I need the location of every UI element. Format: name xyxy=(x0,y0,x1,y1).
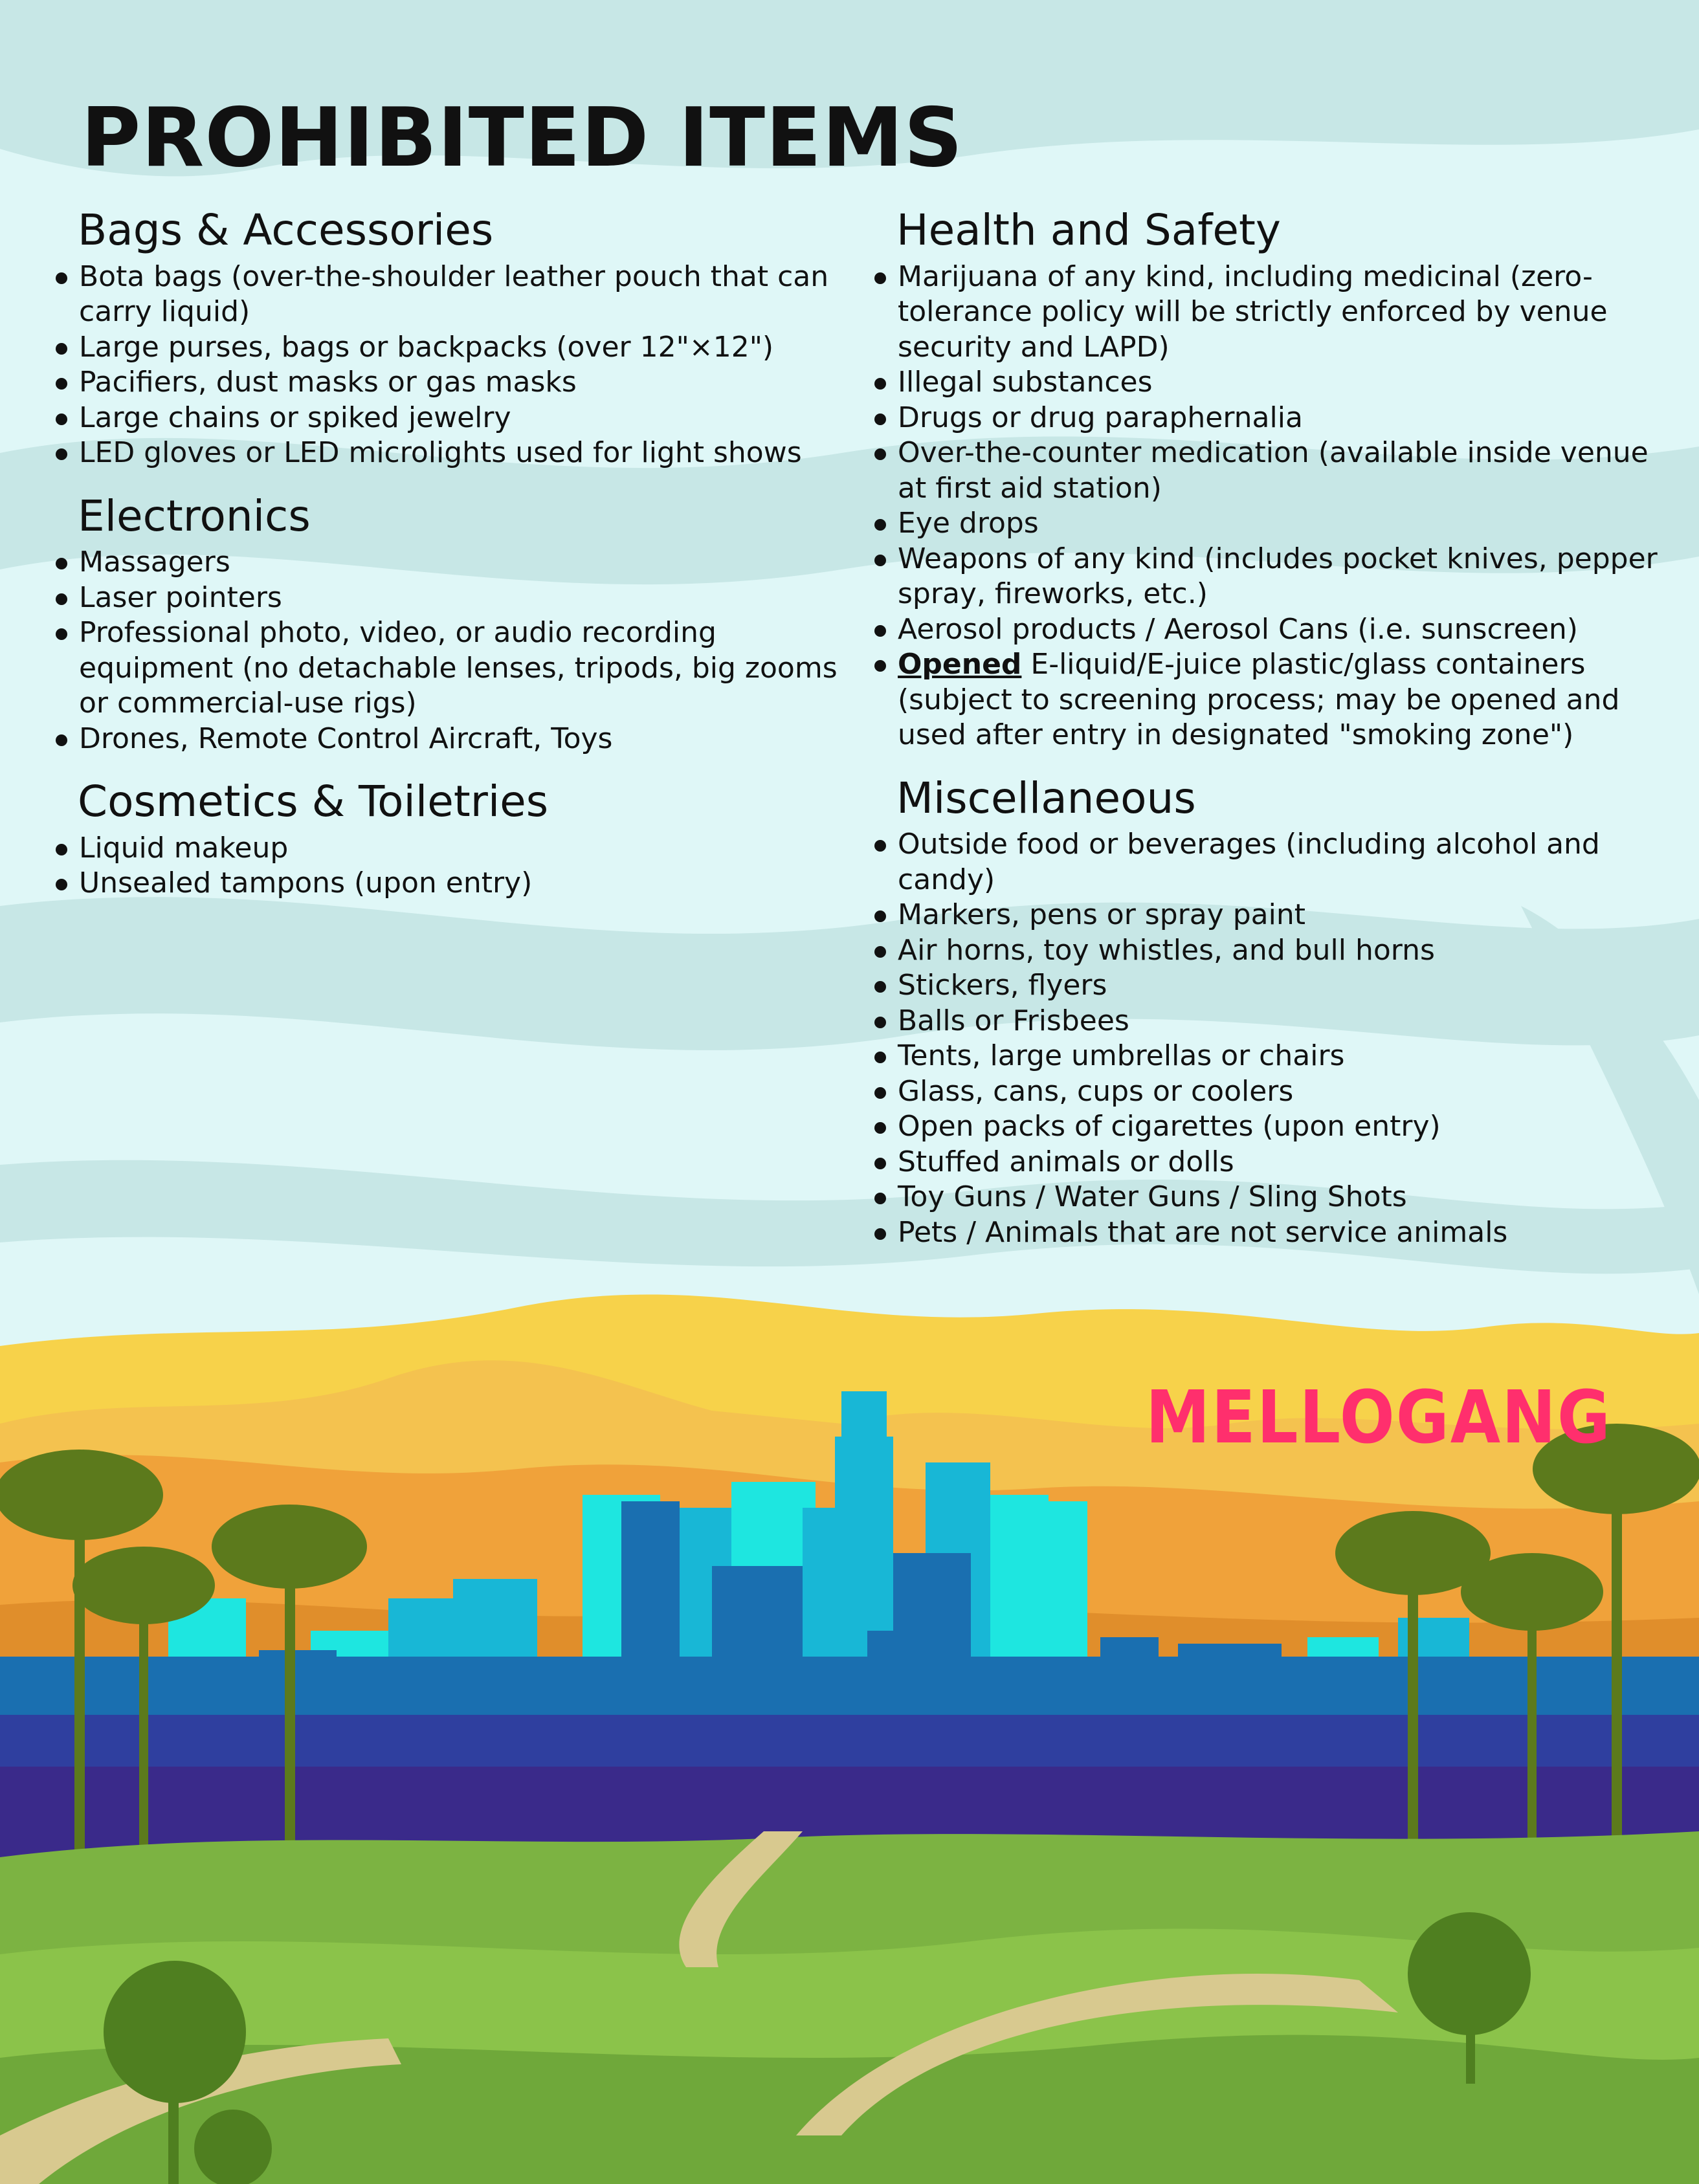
list-item: Unsealed tampons (upon entry) xyxy=(52,866,854,901)
list-item: Large chains or spiked jewelry xyxy=(52,401,854,436)
page-title: PROHIBITED ITEMS xyxy=(81,90,964,185)
list-item: Eye drops xyxy=(871,506,1673,542)
list-item: Tents, large umbrellas or chairs xyxy=(871,1039,1673,1074)
list-item: Glass, cans, cups or coolers xyxy=(871,1074,1673,1110)
list-item: Liquid makeup xyxy=(52,831,854,866)
list-item: LED gloves or LED microlights used for light shows xyxy=(52,436,854,471)
list-item: Open packs of cigarettes (upon entry) xyxy=(871,1109,1673,1145)
emphasis-lead: Opened xyxy=(898,648,1022,681)
item-list xyxy=(52,259,854,471)
section-heading: Miscellaneous xyxy=(896,773,1196,823)
list-item: Markers, pens or spray paint xyxy=(871,898,1673,933)
section-heading: Electronics xyxy=(78,491,311,541)
list-item: Stuffed animals or dolls xyxy=(871,1145,1673,1180)
list-item: Laser pointers xyxy=(52,580,854,616)
list-item: Toy Guns / Water Guns / Sling Shots xyxy=(871,1180,1673,1215)
section-health-safety xyxy=(871,207,1673,753)
list-item: Balls or Frisbees xyxy=(871,1004,1673,1039)
section-heading: Bags & Accessories xyxy=(78,205,494,255)
list-item: Drones, Remote Control Aircraft, Toys xyxy=(52,722,854,757)
list-item: Pets / Animals that are not service animals xyxy=(871,1215,1673,1251)
emphasis-rest: E-liquid/E-juice plastic/glass containers (subject to screening process; may be opened and used after entry in designated "smoking zone") xyxy=(898,648,1620,752)
list-item: Pacifiers, dust masks or gas masks xyxy=(52,365,854,401)
list-item: Bota bags (over-the-shoulder leather pouch that can carry liquid) xyxy=(52,259,854,330)
list-item: Illegal substances xyxy=(871,365,1673,401)
list-item: Weapons of any kind (includes pocket knives, pepper spray, fireworks, etc.) xyxy=(871,542,1673,612)
list-item: Marijuana of any kind, including medicinal (zero-tolerance policy will be strictly enforced by venue security and LAPD) xyxy=(871,259,1673,366)
section-electronics xyxy=(52,493,854,757)
list-item: Over-the-counter medication (available inside venue at first aid station) xyxy=(871,436,1673,506)
item-list xyxy=(52,545,854,756)
section-cosmetics-toiletries xyxy=(52,778,854,901)
list-item: Large purses, bags or backpacks (over 12"×12") xyxy=(52,330,854,366)
section-heading: Cosmetics & Toiletries xyxy=(78,777,549,827)
list-item: Massagers xyxy=(52,545,854,580)
section-bags-accessories xyxy=(52,207,854,471)
left-column xyxy=(52,207,854,923)
item-list xyxy=(871,827,1673,1250)
right-column xyxy=(871,207,1673,1272)
list-item: Drugs or drug paraphernalia xyxy=(871,401,1673,436)
list-item: Aerosol products / Aerosol Cans (i.e. sunscreen) xyxy=(871,612,1673,648)
section-heading: Health and Safety xyxy=(896,205,1281,255)
section-miscellaneous xyxy=(871,775,1673,1251)
list-item-opened-eliquid xyxy=(871,647,1673,753)
item-list xyxy=(52,831,854,901)
list-item: Air horns, toy whistles, and bull horns xyxy=(871,933,1673,969)
mellogang-logo: MELLOGANG xyxy=(1146,1375,1612,1461)
list-item: Stickers, flyers xyxy=(871,968,1673,1004)
item-list xyxy=(871,259,1673,753)
list-item: Outside food or beverages (including alcohol and candy) xyxy=(871,827,1673,898)
skyline-purple-base xyxy=(0,1715,1699,1767)
list-item: Professional photo, video, or audio recording equipment (no detachable lenses, tripods, big zooms or commercial-use rigs) xyxy=(52,615,854,722)
